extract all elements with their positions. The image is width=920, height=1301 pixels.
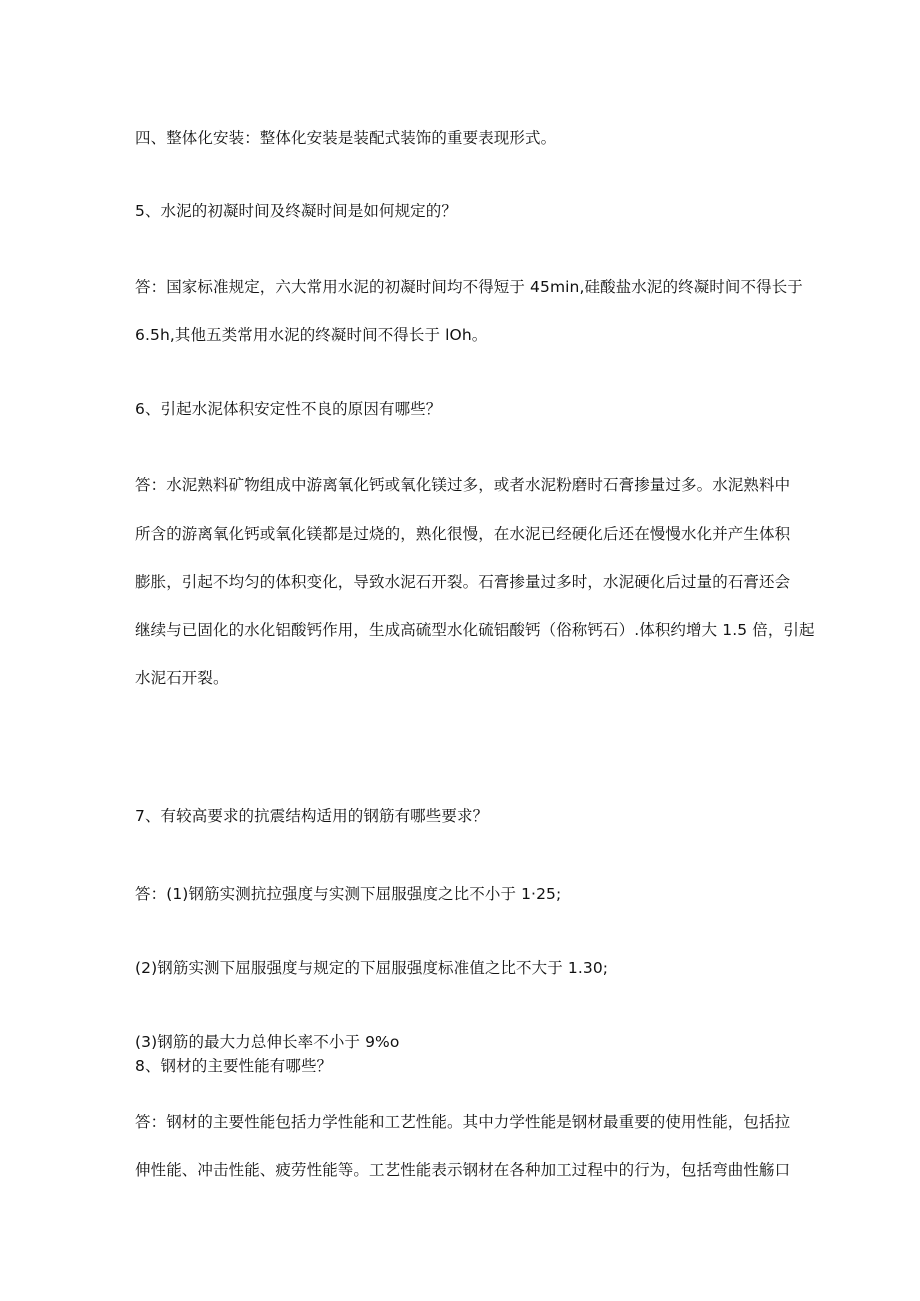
answer-8-line-1: 答：钢材的主要性能包括力学性能和工艺性能。其中力学性能是钢材最重要的使用性能，包括拉 xyxy=(135,1113,791,1131)
answer-6-line-2: 所含的游离氧化钙或氧化镁都是过烧的，熟化很慢，在水泥已经硬化后还在慢慢水化并产生体积 xyxy=(135,525,791,543)
answer-5-line-1: 答：国家标准规定，六大常用水泥的初凝时间均不得短于 45min,硅酸盐水泥的终凝时间不得长于 xyxy=(135,278,803,296)
answer-7-line-3: (3)钢筋的最大力总伸长率不小于 9%o xyxy=(135,1033,400,1051)
text-line-section-4: 四、整体化安装：整体化安装是装配式装饰的重要表现形式。 xyxy=(135,129,557,147)
answer-7-line-1: 答：(1)钢筋实测抗拉强度与实测下屈服强度之比不小于 1·25; xyxy=(135,885,562,903)
answer-6-line-4: 继续与已固化的水化铝酸钙作用，生成高硫型水化硫铝酸钙（俗称钙石）.体积约增大 1.5 倍，引起 xyxy=(135,621,815,639)
question-6: 6、引起水泥体积安定性不良的原因有哪些？ xyxy=(135,400,442,418)
answer-5-line-2: 6.5h,其他五类常用水泥的终凝时间不得长于 lOh。 xyxy=(135,326,488,344)
answer-6-line-3: 膨胀，引起不均匀的体积变化，导致水泥石开裂。石膏掺量过多时，水泥硬化后过量的石膏还会 xyxy=(135,573,791,591)
answer-7-line-2: (2)钢筋实测下屈服强度与规定的下屈服强度标准值之比不大于 1.30; xyxy=(135,959,609,977)
question-7: 7、有较高要求的抗震结构适用的钢筋有哪些要求？ xyxy=(135,807,489,825)
answer-6-line-5: 水泥石开裂。 xyxy=(135,669,229,687)
question-8: 8、钢材的主要性能有哪些？ xyxy=(135,1057,333,1075)
answer-6-line-1: 答：水泥熟料矿物组成中游离氧化钙或氧化镁过多，或者水泥粉磨时石膏掺量过多。水泥熟料中 xyxy=(135,476,791,494)
answer-8-line-2: 伸性能、冲击性能、疲劳性能等。工艺性能表示钢材在各种加工过程中的行为，包括弯曲性觞口 xyxy=(135,1161,791,1179)
question-5: 5、水泥的初凝时间及终凝时间是如何规定的？ xyxy=(135,202,457,220)
